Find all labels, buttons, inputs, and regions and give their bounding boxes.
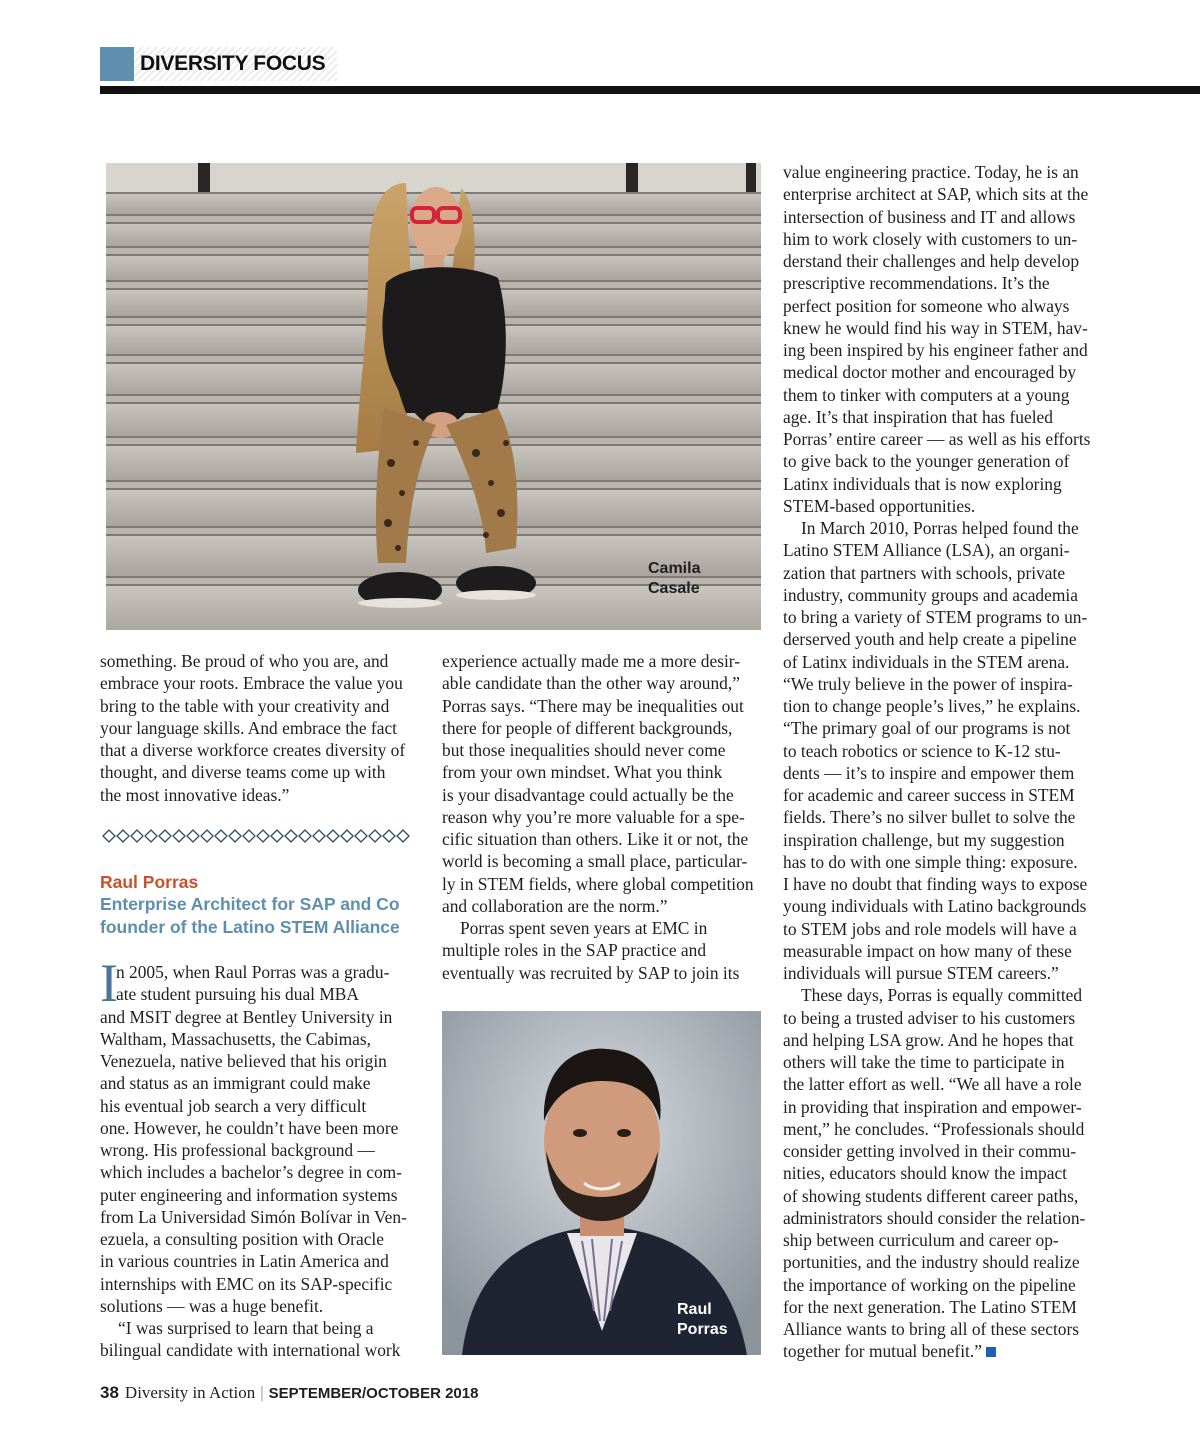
- column-3-text: [783, 161, 1090, 1363]
- caption-line: Camila: [648, 560, 701, 577]
- text-line: to bring a variety of STEM programs to un-: [783, 607, 1088, 627]
- text-line: medical doctor mother and encouraged by: [783, 362, 1077, 383]
- text-line: the latter effort as well. “We all have a role: [783, 1074, 1082, 1095]
- text-line: knew he would find his way in STEM, hav-: [783, 317, 1088, 338]
- text-line: Porras’ entire career — as well as his efforts: [783, 429, 1091, 449]
- text-line: cific situation than others. Like it or not, the: [442, 829, 749, 849]
- text-line: of Latinx individuals in the STEM arena.: [783, 651, 1070, 672]
- text-line: I have no doubt that finding ways to expose: [783, 874, 1088, 894]
- text-line: ship between curriculum and career op-: [783, 1230, 1059, 1250]
- text-line: derstand their challenges and help develop: [783, 251, 1080, 271]
- text-line: embrace your roots. Embrace the value you: [100, 673, 403, 694]
- column-1-body-text: [100, 961, 407, 1362]
- issue-date: SEPTEMBER/OCTOBER 2018: [268, 1385, 479, 1402]
- text-line: and collaboration are the norm.”: [442, 895, 668, 916]
- text-line: STEM-based opportunities.: [783, 495, 976, 516]
- text-line: world is becoming a small place, particular-: [442, 851, 748, 872]
- section-header: [100, 46, 337, 82]
- text-line: ing been inspired by his engineer father and: [783, 340, 1088, 360]
- text-line: Latino STEM Alliance (LSA), an organi-: [783, 540, 1070, 561]
- text-line: Venezuela, native believed that his origin: [100, 1051, 387, 1071]
- text-line: your language skills. And embrace the fact: [100, 717, 397, 738]
- title-line: founder of the Latino STEM Alliance: [100, 916, 400, 937]
- text-line: multiple roles in the SAP practice and: [442, 940, 707, 961]
- text-line: measurable impact on how many of these: [783, 940, 1072, 961]
- text-line: administrators should consider the relation-: [783, 1207, 1086, 1228]
- text-line: portunities, and the industry should realize: [783, 1252, 1080, 1273]
- text-line: dents — it’s to inspire and empower them: [783, 762, 1075, 783]
- text-line: from your own mindset. What you think: [442, 762, 723, 783]
- text-line: for academic and career success in STEM: [783, 785, 1075, 805]
- text-line: is your disadvantage could actually be the: [442, 784, 734, 805]
- text-line: for the next generation. The Latino STEM: [783, 1296, 1077, 1317]
- text-line: that a diverse workforce creates diversity of: [100, 740, 406, 760]
- caption-line: Casale: [648, 580, 700, 597]
- caption-line: Porras: [677, 1321, 728, 1338]
- text-line: internships with EMC on its SAP-specific: [100, 1273, 393, 1294]
- text-line: and status as an immigrant could make: [100, 1073, 371, 1094]
- column-1-top-text: [100, 650, 405, 806]
- text-line: able candidate than the other way around,”: [442, 673, 740, 694]
- text-line: solutions — was a huge benefit.: [100, 1295, 324, 1316]
- header-rule: [100, 86, 1200, 94]
- text-line: the importance of working on the pipeline: [783, 1274, 1076, 1295]
- text-line: derserved youth and help create a pipeline: [783, 629, 1077, 650]
- text-line: together for mutual benefit.”: [783, 1341, 982, 1362]
- profile-name: Raul Porras: [100, 872, 199, 892]
- text-line: to give back to the younger generation of: [783, 451, 1070, 472]
- text-line: age. It’s that inspiration that has fueled: [783, 406, 1053, 427]
- text-line: ment,” he concludes. “Professionals should: [783, 1118, 1085, 1139]
- text-line: his eventual job search a very difficult: [100, 1095, 367, 1116]
- text-line: them to tinker with computers at a young: [783, 384, 1070, 405]
- text-line: ly in STEM fields, where global competition: [442, 873, 754, 894]
- magazine-name: Diversity in Action: [124, 1383, 256, 1402]
- profile-title: [100, 893, 400, 938]
- text-line: prescriptive recommendations. It’s the: [783, 273, 1050, 294]
- text-line: young individuals with Latino backgrounds: [783, 896, 1087, 917]
- text-line: In March 2010, Porras helped found the: [801, 518, 1079, 538]
- photo-caption-2: [677, 1300, 728, 1340]
- text-line: others will take the time to participate in: [783, 1052, 1065, 1072]
- text-line: consider getting involved in their commu-: [783, 1141, 1077, 1161]
- text-line: ate student pursuing his dual MBA: [116, 984, 359, 1005]
- column-2-text: [442, 650, 754, 984]
- text-line: of showing students different career paths,: [783, 1185, 1079, 1206]
- footer-separator: |: [260, 1383, 264, 1402]
- text-line: enterprise architect at SAP, which sits at the: [783, 184, 1089, 205]
- text-line: Latinx individuals that is now exploring: [783, 473, 1062, 494]
- text-line: to STEM jobs and role models will have a: [783, 918, 1077, 939]
- diamond-divider: [100, 828, 420, 849]
- text-line: These days, Porras is equally committed: [801, 985, 1083, 1006]
- text-line: “We truly believe in the power of inspira-: [783, 673, 1073, 694]
- text-line-last: [783, 1340, 1090, 1362]
- text-line: Porras spent seven years at EMC in: [460, 918, 708, 938]
- text-line: wrong. His professional background —: [100, 1140, 375, 1160]
- text-line: individuals will pursue STEM careers.”: [783, 963, 1059, 983]
- text-line: has to do with one simple thing: exposure.: [783, 851, 1078, 872]
- text-line: “I was surprised to learn that being a: [118, 1318, 374, 1338]
- text-line: Waltham, Massachusetts, the Cabimas,: [100, 1028, 371, 1049]
- title-line: Enterprise Architect for SAP and Co: [100, 894, 400, 914]
- text-line: n 2005, when Raul Porras was a gradu-: [116, 962, 390, 982]
- page-footer: [100, 1383, 478, 1403]
- page-number: 38: [100, 1383, 119, 1402]
- text-line: nities, educators should know the impact: [783, 1163, 1067, 1184]
- text-line: the most innovative ideas.”: [100, 784, 290, 805]
- text-line: to being a trusted adviser to his customers: [783, 1007, 1076, 1028]
- text-line: but those inequalities should never come: [442, 740, 726, 760]
- text-line: eventually was recruited by SAP to join its: [442, 962, 740, 983]
- text-line: Alliance wants to bring all of these sectors: [783, 1319, 1080, 1339]
- text-line: zation that partners with schools, private: [783, 562, 1066, 583]
- text-line: inspiration challenge, but my suggestion: [783, 829, 1065, 850]
- text-line: to teach robotics or science to K-12 stu-: [783, 740, 1061, 761]
- end-mark-icon: [986, 1347, 996, 1357]
- text-line: value engineering practice. Today, he is an: [783, 162, 1079, 182]
- section-accent-square: [100, 47, 134, 81]
- text-line: from La Universidad Simón Bolívar in Ven-: [100, 1206, 407, 1227]
- text-line: “The primary goal of our programs is not: [783, 718, 1071, 739]
- text-line: reason why you’re more valuable for a spe-: [442, 806, 745, 827]
- text-line: perfect position for someone who always: [783, 295, 1070, 316]
- section-title: DIVERSITY FOCUS: [134, 47, 337, 81]
- text-line: industry, community groups and academia: [783, 584, 1078, 605]
- text-line: in providing that inspiration and empower-: [783, 1096, 1082, 1117]
- text-line: fields. There’s no silver bullet to solve the: [783, 807, 1076, 828]
- drop-cap: I: [100, 953, 118, 1013]
- text-line: ezuela, a consulting position with Oracle: [100, 1229, 384, 1249]
- text-line: and MSIT degree at Bentley University in: [100, 1006, 393, 1027]
- text-line: one. However, he couldn’t have been more: [100, 1117, 399, 1138]
- text-line: there for people of different backgrounds,: [442, 717, 733, 738]
- text-line: in various countries in Latin America and: [100, 1251, 389, 1272]
- text-line: puter engineering and information systems: [100, 1184, 398, 1205]
- photo-caption-1: [648, 559, 700, 599]
- text-line: which includes a bachelor’s degree in com-: [100, 1162, 402, 1183]
- text-line: thought, and diverse teams come up with: [100, 762, 386, 783]
- text-line: experience actually made me a more desir-: [442, 651, 741, 671]
- text-line: Porras says. “There may be inequalities out: [442, 695, 744, 716]
- text-line: bring to the table with your creativity and: [100, 695, 390, 716]
- text-line: him to work closely with customers to un-: [783, 228, 1078, 249]
- text-line: something. Be proud of who you are, and: [100, 651, 389, 671]
- text-line: bilingual candidate with international work: [100, 1340, 401, 1361]
- text-line: intersection of business and IT and allows: [783, 206, 1076, 227]
- caption-line: Raul: [677, 1301, 712, 1318]
- text-line: tion to change people’s lives,” he explains.: [783, 696, 1081, 716]
- text-line: and helping LSA grow. And he hopes that: [783, 1029, 1074, 1050]
